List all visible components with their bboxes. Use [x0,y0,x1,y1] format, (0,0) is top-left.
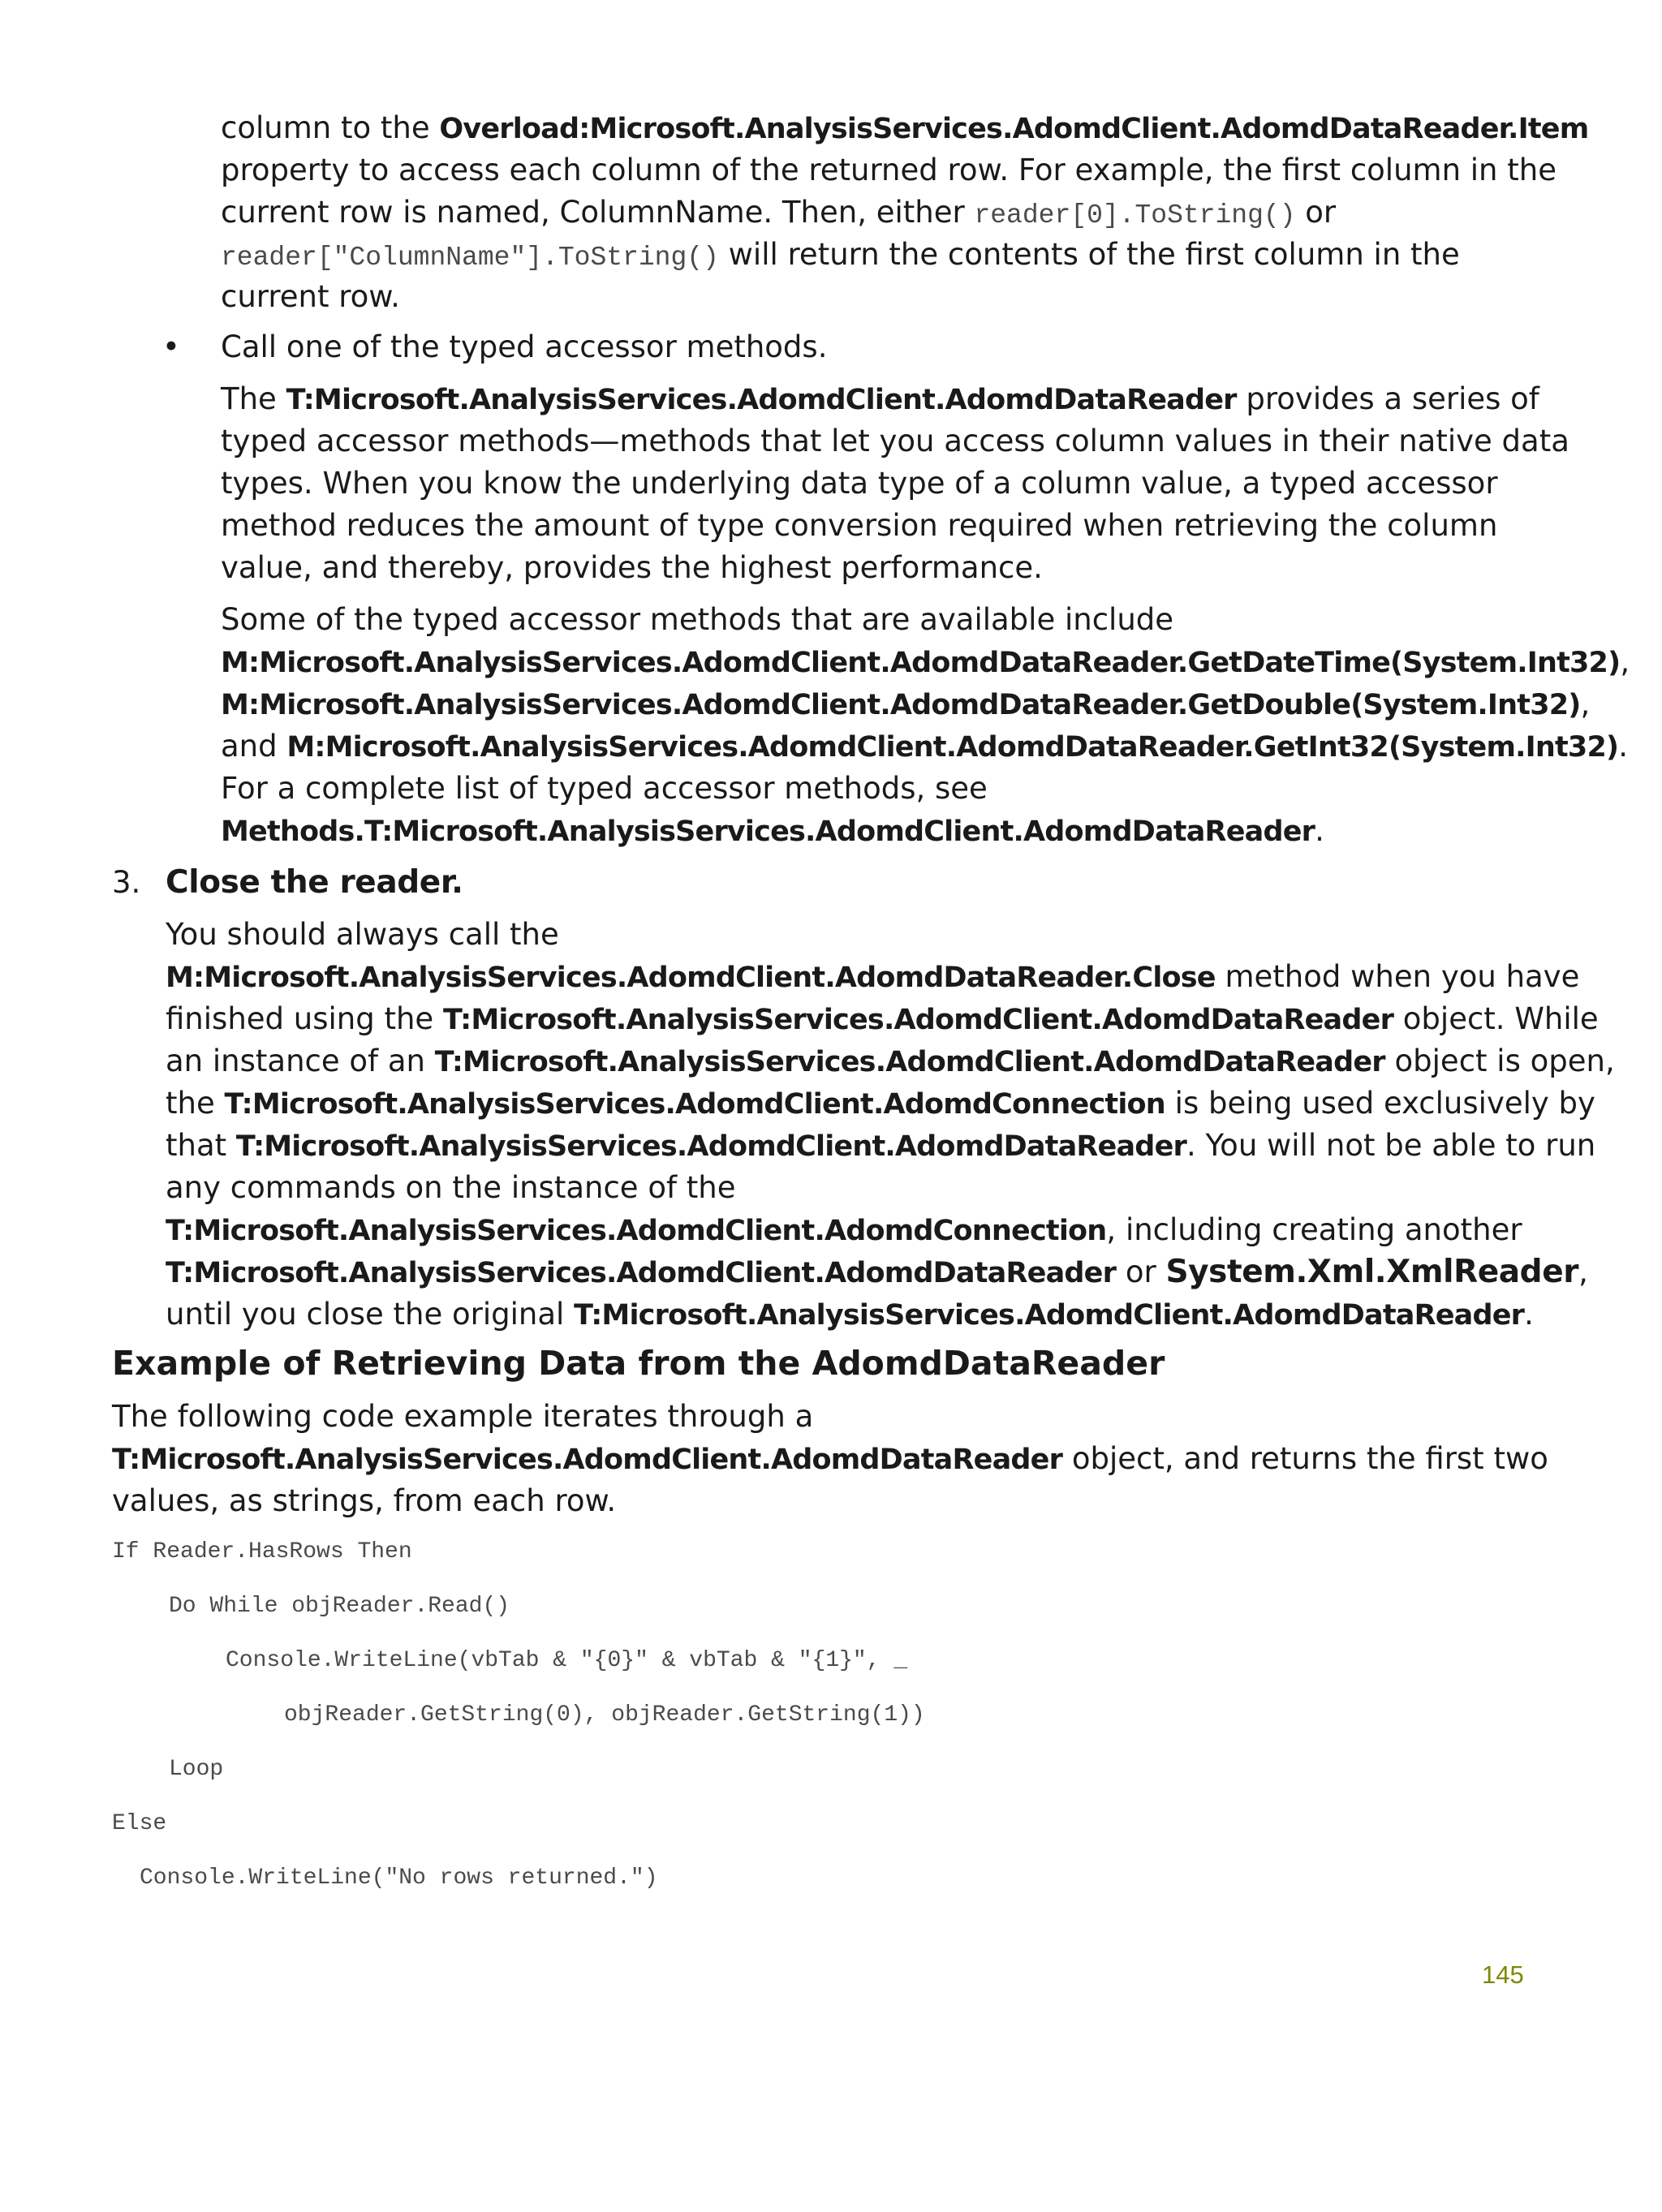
para-line: M:Microsoft.AnalysisServices.AdomdClient.AdomdDataReader.GetDouble(System.Int32), [221,686,1591,721]
api-reference: M:Microsoft.AnalysisServices.AdomdClient.AdomdDataReader.GetInt32(System.Int32) [286,731,1619,764]
para-line: For a complete list of typed accessor methods, see [221,771,988,806]
para-line: M:Microsoft.AnalysisServices.AdomdClient.AdomdDataReader.Close method when you have [166,959,1580,994]
inline-code: reader[0].ToString() [974,200,1296,230]
para-line: column to the Overload:Microsoft.AnalysisServices.AdomdClient.AdomdDataReader.Item [221,110,1589,145]
api-reference: T:Microsoft.AnalysisServices.AdomdClient.AdomdConnection [166,1215,1107,1247]
para-line: The following code example iterates through a [112,1399,814,1434]
para-line: current row. [221,279,400,314]
para-line: The T:Microsoft.AnalysisServices.AdomdClient.AdomdDataReader provides a series of [221,381,1539,416]
para-line: typed accessor methods—methods that let you access column values in their native data [221,424,1569,458]
para-line: value, and thereby, provides the highest performance. [221,550,1043,585]
para-line: that T:Microsoft.AnalysisServices.AdomdClient.AdomdDataReader. You will not be able to run [166,1128,1596,1163]
api-reference: T:Microsoft.AnalysisServices.AdomdClient.AdomdDataReader [166,1257,1117,1289]
para-line: values, as strings, from each row. [112,1483,617,1518]
para-line: and M:Microsoft.AnalysisServices.AdomdClient.AdomdDataReader.GetInt32(System.Int32). [221,729,1629,764]
bullet-symbol: • [162,329,180,364]
api-reference: T:Microsoft.AnalysisServices.AdomdClient.AdomdDataReader [442,1004,1394,1036]
para-line: You should always call the [166,917,559,952]
api-reference: T:Microsoft.AnalysisServices.AdomdClient.AdomdDataReader [574,1299,1525,1332]
api-reference: M:Microsoft.AnalysisServices.AdomdClient.AdomdDataReader.GetDouble(System.Int32) [221,689,1581,721]
para-line: finished using the T:Microsoft.AnalysisServices.AdomdClient.AdomdDataReader object. While [166,1001,1599,1036]
para-line: T:Microsoft.AnalysisServices.AdomdClient.AdomdDataReader object, and returns the first two [112,1441,1548,1476]
page-number: 145 [1482,1960,1524,1989]
code-line: Loop [169,1757,224,1782]
para-line: any commands on the instance of the [166,1170,736,1205]
para-line: types. When you know the underlying data type of a column value, a typed accessor [221,466,1498,501]
para-line: current row is named, ColumnName. Then, either reader[0].ToString() or [221,195,1337,230]
para-line: Some of the typed accessor methods that are available include [221,602,1174,637]
para-line: method reduces the amount of type conversion required when retrieving the column [221,508,1498,543]
para-line: Methods.T:Microsoft.AnalysisServices.AdomdClient.AdomdDataReader. [221,813,1324,848]
para-line: M:Microsoft.AnalysisServices.AdomdClient.AdomdDataReader.GetDateTime(System.Int32), [221,644,1630,679]
para-line: an instance of an T:Microsoft.AnalysisServices.AdomdClient.AdomdDataReader object is open, [166,1044,1615,1078]
code-line: Console.WriteLine("No rows returned.") [140,1866,658,1891]
code-line: objReader.GetString(0), objReader.GetString(1)) [284,1702,925,1728]
api-reference: T:Microsoft.AnalysisServices.AdomdClient.AdomdConnection [224,1088,1165,1121]
code-line: Console.WriteLine(vbTab & "{0}" & vbTab & "{1}", _ [226,1648,908,1673]
api-reference: System.Xml.XmlReader [1165,1254,1579,1290]
api-reference: T:Microsoft.AnalysisServices.AdomdClient.AdomdDataReader [286,384,1237,416]
para-line: the T:Microsoft.AnalysisServices.AdomdClient.AdomdConnection is being used exclusively by [166,1086,1595,1121]
api-reference: M:Microsoft.AnalysisServices.AdomdClient.AdomdDataReader.GetDateTime(System.Int32) [221,647,1621,679]
api-reference: M:Microsoft.AnalysisServices.AdomdClient.AdomdDataReader.Close [166,962,1216,994]
inline-code: reader["ColumnName"].ToString() [221,243,719,273]
bullet-text: Call one of the typed accessor methods. [221,329,828,364]
para-line: reader["ColumnName"].ToString() will return the contents of the first column in the [221,237,1460,273]
api-reference: T:Microsoft.AnalysisServices.AdomdClient.AdomdDataReader [434,1046,1385,1078]
para-line: until you close the original T:Microsoft.AnalysisServices.AdomdClient.AdomdDataReader. [166,1297,1534,1332]
api-reference: T:Microsoft.AnalysisServices.AdomdClient.AdomdDataReader [112,1444,1063,1476]
api-reference: Overload:Microsoft.AnalysisServices.AdomdClient.AdomdDataReader.Item [439,113,1589,145]
api-reference: Methods.T:Microsoft.AnalysisServices.AdomdClient.AdomdDataReader [221,816,1315,848]
para-line: T:Microsoft.AnalysisServices.AdomdClient.AdomdConnection, including creating another [166,1212,1522,1247]
para-line: property to access each column of the returned row. For example, the first column in the [221,153,1557,187]
api-reference: T:Microsoft.AnalysisServices.AdomdClient.AdomdDataReader [235,1130,1186,1163]
code-line: Do While objReader.Read() [169,1594,510,1619]
section-heading: Example of Retrieving Data from the AdomdDataReader [112,1344,1165,1383]
step-number: 3. [112,865,141,900]
para-line: T:Microsoft.AnalysisServices.AdomdClient.AdomdDataReader or System.Xml.XmlReader, [166,1254,1588,1290]
code-line: If Reader.HasRows Then [112,1539,412,1564]
code-line: Else [112,1811,167,1836]
step-title: Close the reader. [166,864,463,901]
